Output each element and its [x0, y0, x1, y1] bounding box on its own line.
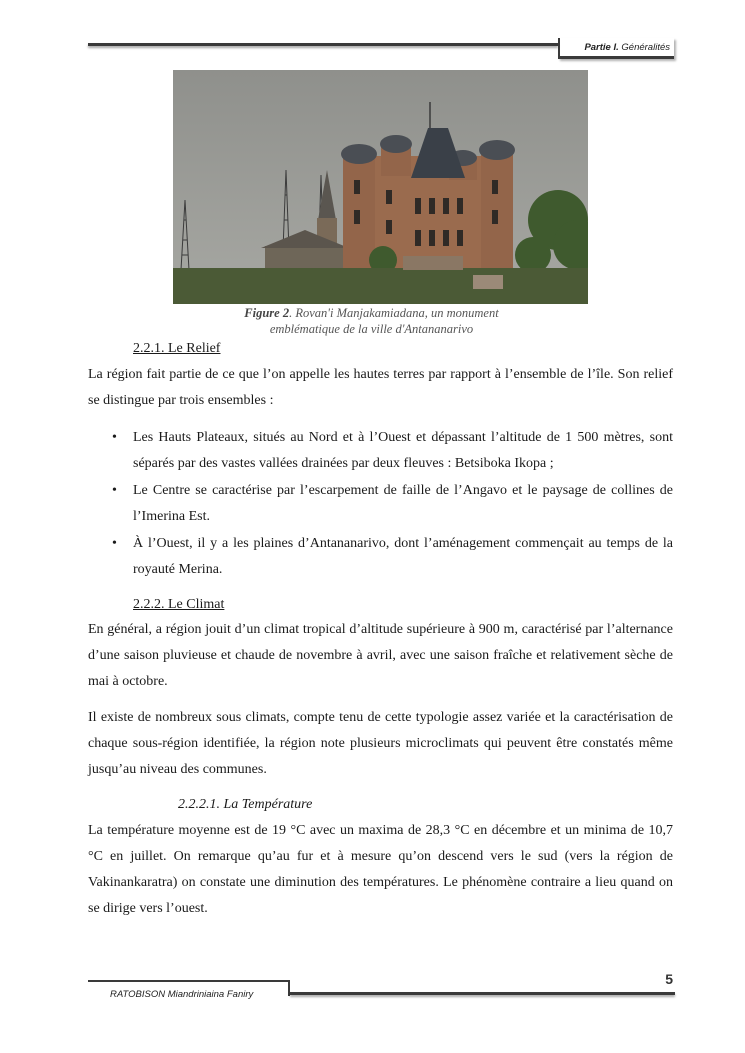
figure-caption-line2: emblématique de la ville d'Antananarivo [269, 322, 474, 336]
bullet-icon: • [112, 483, 117, 498]
footer-rule [290, 992, 675, 995]
list-item: • Les Hauts Plateaux, situés au Nord et à l’Ouest et dépassant l’altitude de 1 500 mètres, sont séparés par des vastes vallées drainées par deux fleuves : Betsiboka Ikopa ; [108, 425, 673, 477]
figure-label: Figure 2 [244, 306, 290, 320]
running-header [584, 42, 670, 53]
relief-intro: La région fait partie de ce que l’on appelle les hautes terres par rapport à l’ensemble de l’île. Son relief se distingue par trois ensembles : [88, 367, 673, 408]
low-building [265, 246, 345, 268]
bullet-icon: • [112, 536, 117, 551]
heading-temperature: 2.2.2.1. La Température [178, 797, 313, 812]
hillside [173, 268, 588, 304]
footer-author: RATOBISON Miandriniaina Faniry [110, 989, 254, 1000]
figure-caption-line1: . Rovan'i Manjakamiadana, un monument [289, 306, 499, 320]
heading-climat: 2.2.2. Le Climat [133, 597, 225, 612]
bullet-icon: • [112, 430, 117, 445]
header-part: Partie I. [584, 42, 619, 53]
relief-bullet-list [108, 425, 673, 584]
heading-relief: 2.2.1. Le Relief [133, 341, 221, 356]
list-item: • À l’Ouest, il y a les plaines d’Antananarivo, dont l’aménagement commençait au temps de la royauté Merina. [108, 531, 673, 583]
climat-paragraph-2: Il existe de nombreux sous climats, compte tenu de cette typologie assez variée et la caractérisation de chaque sous-région identifiée, la région note plusieurs microclimats qui peuvent être constatés même jusqu’au niveau des communes. [88, 710, 673, 777]
rova-photo [173, 70, 588, 304]
temperature-paragraph: La température moyenne est de 19 °C avec un maxima de 28,3 °C en décembre et un minima de 10,7 °C en juillet. On remarque qu’au fur et à mesure qu’on descend vers le sud (vers la région de Vakinankaratra) on constate une diminution des températures. Le phénomène contraire a lieu quand on se dirige vers l’ouest. [88, 823, 673, 916]
list-item: • Le Centre se caractérise par l’escarpement de faille de l’Angavo et le paysage de collines de l’Imerina Est. [108, 478, 673, 530]
header-rule [88, 43, 558, 46]
climat-paragraph-1: En général, a région jouit d’un climat tropical d’altitude supérieure à 900 m, caractérisé par l’alternance d’une saison pluvieuse et chaude de novembre à avril, avec une saison fraîche et relativement sèche de mai à octobre. [88, 622, 673, 689]
page-number: 5 [665, 971, 673, 987]
header-section: Généralités [621, 42, 670, 53]
figure-caption [200, 305, 543, 337]
